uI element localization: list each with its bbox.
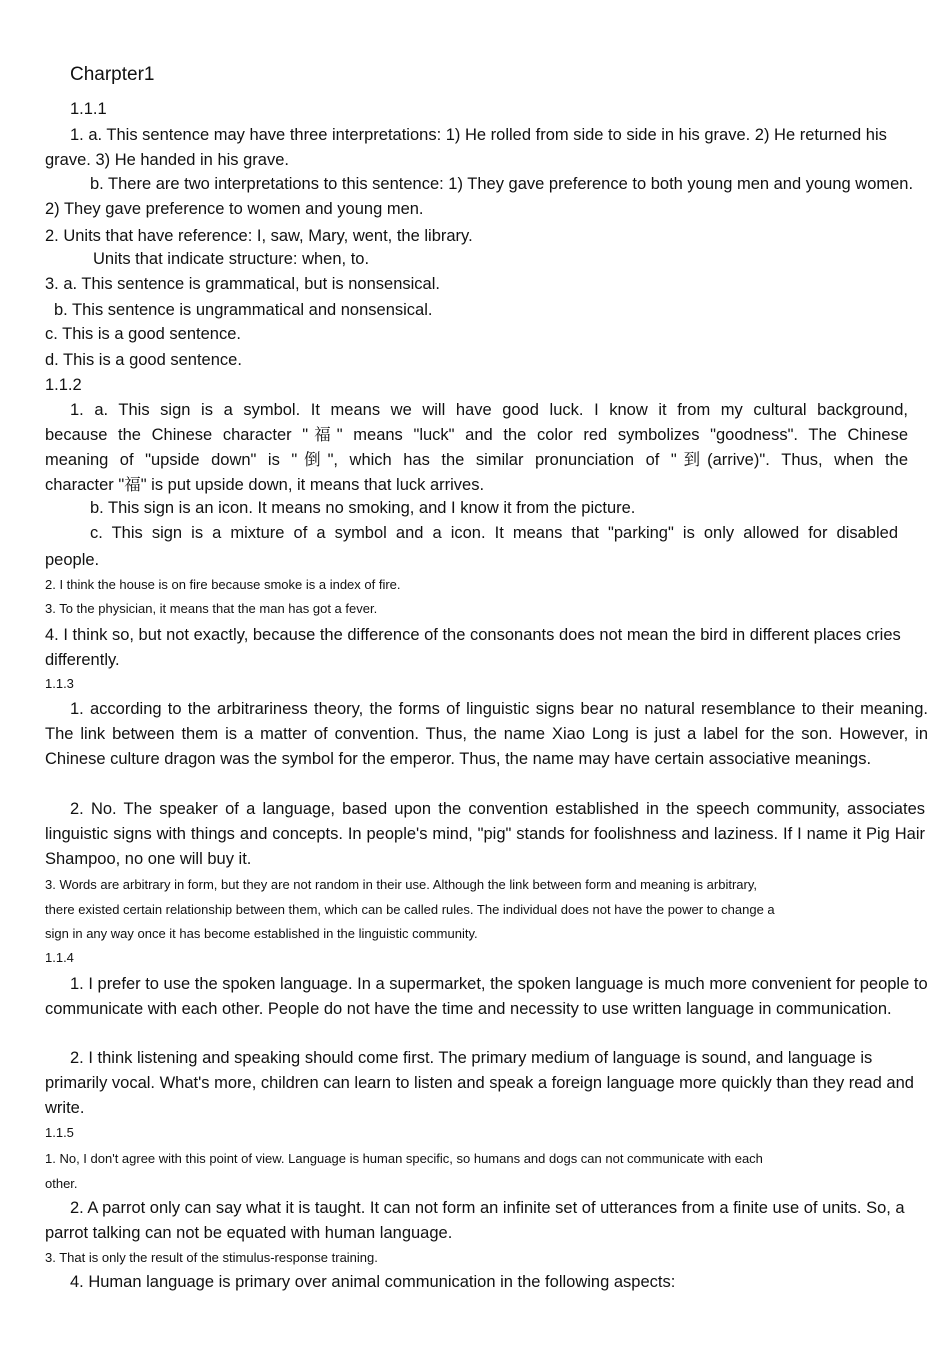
answer-1-1-1-q3b: b. This sentence is ungrammatical and nonsensical.: [54, 301, 433, 319]
section-heading-1-1-1: 1.1.1: [70, 100, 107, 118]
answer-1-1-2-q1a-line4: character "福" is put upside down, it means that luck arrives.: [45, 476, 485, 494]
answer-1-1-5-q1-line2: other.: [45, 1176, 78, 1191]
answer-1-1-1-q2a: 2. Units that have reference: I, saw, Mary, went, the library.: [45, 227, 473, 245]
answer-1-1-2-q1c-line1: c. This sign is a mixture of a symbol and a icon. It means that "parking" is only allowed for disabled: [90, 524, 898, 542]
answer-1-1-5-q3: 3. That is only the result of the stimulus-response training.: [45, 1250, 378, 1265]
section-heading-1-1-3: 1.1.3: [45, 676, 74, 691]
answer-1-1-2-q1a-line3: meaning of "upside down" is "倒", which has the similar pronunciation of "到(arrive)". Thus, when the: [45, 451, 908, 469]
answer-1-1-1-q3a: 3. a. This sentence is grammatical, but is nonsensical.: [45, 275, 440, 293]
answer-1-1-3-q2: 2. No. The speaker of a language, based upon the convention established in the speech community, associates linguistic signs with things and concepts. In people's mind, "pig" stands for foolishness and laziness. If I name it Pig Hair Shampoo, no one will buy it.: [45, 800, 925, 868]
answer-1-1-1-q1b: b. There are two interpretations to this sentence: 1) They gave preference to both young men and young women. 2) They gave preference to women and young men.: [45, 175, 914, 218]
answer-1-1-1-q1a: 1. a. This sentence may have three interpretations: 1) He rolled from side to side in his grave. 2) He returned his grave. 3) He handed in his grave.: [45, 126, 887, 169]
answer-1-1-1-q3c: c. This is a good sentence.: [45, 325, 241, 343]
answer-1-1-2-q1b: b. This sign is an icon. It means no smoking, and I know it from the picture.: [90, 499, 636, 517]
answer-1-1-1-q2b: Units that indicate structure: when, to.: [93, 250, 370, 268]
section-heading-1-1-4: 1.1.4: [45, 950, 74, 965]
answer-1-1-1-q3d: d. This is a good sentence.: [45, 351, 242, 369]
answer-1-1-3-q3-line2: there existed certain relationship between them, which can be called rules. The individual does not have the power to change a: [45, 902, 775, 917]
answer-1-1-2-q4: 4. I think so, but not exactly, because the difference of the consonants does not mean the bird in different places cries differently.: [45, 626, 901, 669]
answer-1-1-4-q2: 2. I think listening and speaking should come first. The primary medium of language is sound, and language is primarily vocal. What's more, children can learn to listen and speak a foreign language more quickly than they read and write.: [45, 1049, 914, 1117]
chapter-title: Charpter1: [70, 64, 155, 85]
section-heading-1-1-5: 1.1.5: [45, 1125, 74, 1140]
answer-1-1-3-q1: 1. according to the arbitrariness theory, the forms of linguistic signs bear no natural resemblance to their meaning. The link between them is a matter of convention. Thus, the name Xiao Long is just a label for the son. However, in Chinese culture dragon was the symbol for the emperor. Thus, the name may have certain associative meanings.: [45, 700, 928, 768]
answer-1-1-2-q3: 3. To the physician, it means that the man has got a fever.: [45, 601, 378, 616]
answer-1-1-5-q1-line1: 1. No, I don't agree with this point of view. Language is human specific, so humans and dogs can not communicate with each: [45, 1151, 763, 1166]
answer-1-1-3-q3-line3: sign in any way once it has become established in the linguistic community.: [45, 926, 478, 941]
answer-1-1-2-q1c-line2: people.: [45, 551, 100, 569]
answer-1-1-4-q1: 1. I prefer to use the spoken language. In a supermarket, the spoken language is much more convenient for people to communicate with each other. People do not have the time and necessity to use written language in communication.: [45, 975, 928, 1018]
answer-1-1-5-q2: 2. A parrot only can say what it is taught. It can not form an infinite set of utterances from a finite use of units. So, a parrot talking can not be equated with human language.: [45, 1199, 905, 1242]
answer-1-1-2-q1a-line2: because the Chinese character "福" means "luck" and the color red symbolizes "goodness". The Chinese: [45, 426, 908, 444]
answer-1-1-3-q3-line1: 3. Words are arbitrary in form, but they are not random in their use. Although the link between form and meaning is arbitrary,: [45, 877, 757, 892]
section-heading-1-1-2: 1.1.2: [45, 376, 82, 394]
answer-1-1-5-q4: 4. Human language is primary over animal communication in the following aspects:: [70, 1273, 676, 1291]
answer-1-1-2-q1a-line1: 1. a. This sign is a symbol. It means we will have good luck. I know it from my cultural background,: [70, 401, 908, 419]
answer-1-1-2-q2: 2. I think the house is on fire because smoke is a index of fire.: [45, 577, 401, 592]
